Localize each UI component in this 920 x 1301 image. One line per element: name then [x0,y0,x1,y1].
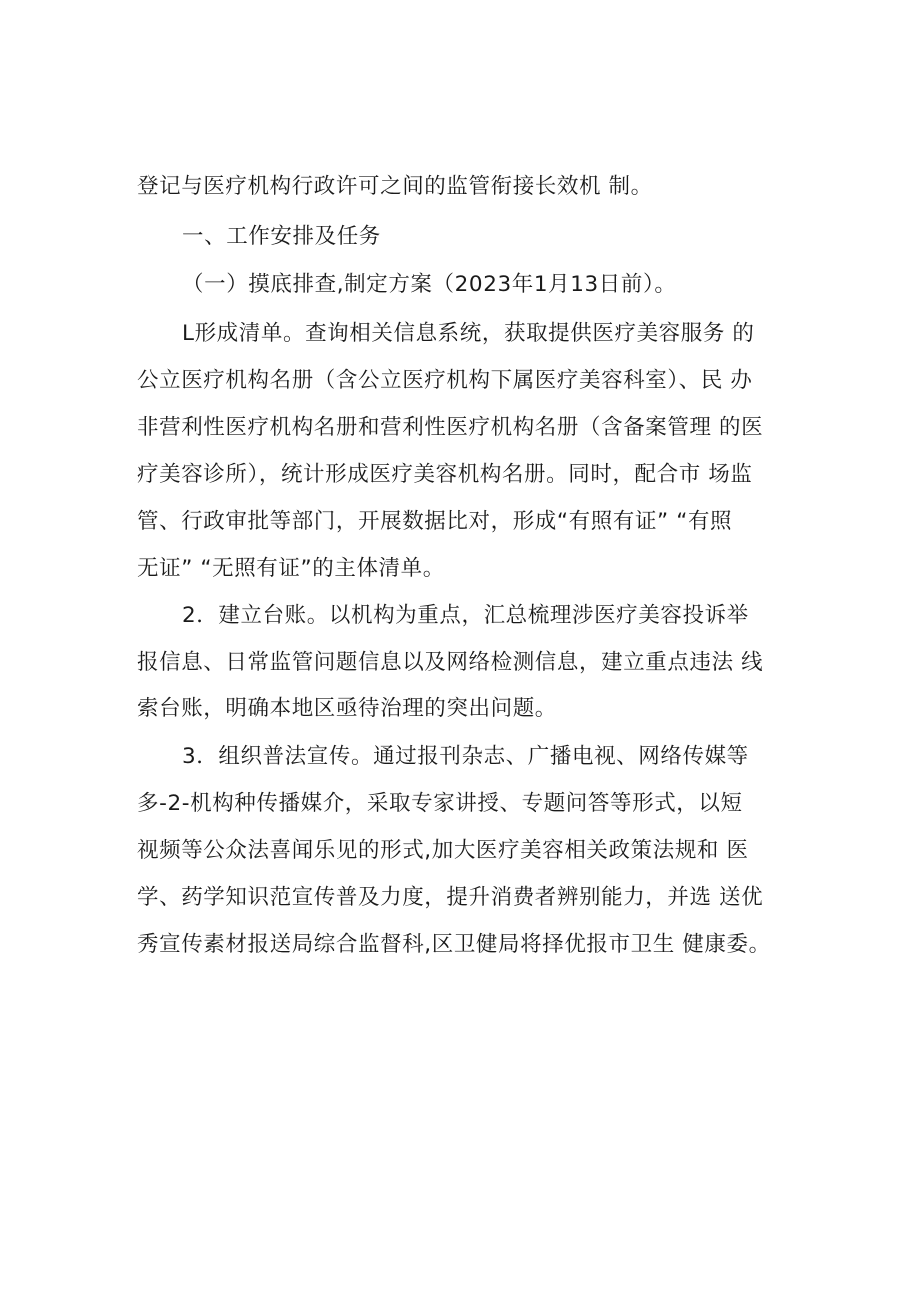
paragraph-line: 2．建立台账。以机构为重点，汇总梳理涉医疗美容投诉举 [182,603,749,628]
paragraph-line: 报信息、日常监管问题信息以及网络检测信息，建立重点违法 线 [137,650,764,675]
paragraph-line: 秀宣传素材报送局综合监督科,区卫健局将择优报市卫生 健康委。 [137,932,771,957]
paragraph-line: 学、药学知识范宣传普及力度，提升消费者辨别能力，并选 送优 [137,885,764,910]
paragraph-line: 公立医疗机构名册（含公立医疗机构下属医疗美容科室）、民 办 [137,368,753,393]
section-heading: 一、工作安排及任务 [182,224,381,249]
paragraph-line: 管、行政审批等部门，开展数据比对，形成“有照有证” “有照 [137,509,733,534]
paragraph-line: 索台账，明确本地区亟待治理的突出问题。 [137,696,557,721]
paragraph-line: L形成清单。查询相关信息系统，获取提供医疗美容服务 的 [182,321,755,346]
paragraph-line: 多-2-机构种传播媒介，采取专家讲授、专题问答等形式，以短 [137,791,743,816]
paragraph-line: 疗美容诊所），统计形成医疗美容机构名册。同时，配合市 场监 [137,462,753,487]
paragraph-line: 非营利性医疗机构名册和营利性医疗机构名册（含备案管理 的医 [137,415,764,440]
paragraph-line: 无证” “无照有证”的主体清单。 [137,556,445,581]
paragraph-line: 3．组织普法宣传。通过报刊杂志、广播电视、网络传媒等 [182,744,749,769]
paragraph-line: 视频等公众法喜闻乐见的形式,加大医疗美容相关政策法规和 医 [137,838,749,863]
subsection-heading: （一）摸底排查,制定方案（2023年1月13日前）。 [182,272,677,297]
paragraph-line: 登记与医疗机构行政许可之间的监管衔接长效机 制。 [137,174,653,199]
